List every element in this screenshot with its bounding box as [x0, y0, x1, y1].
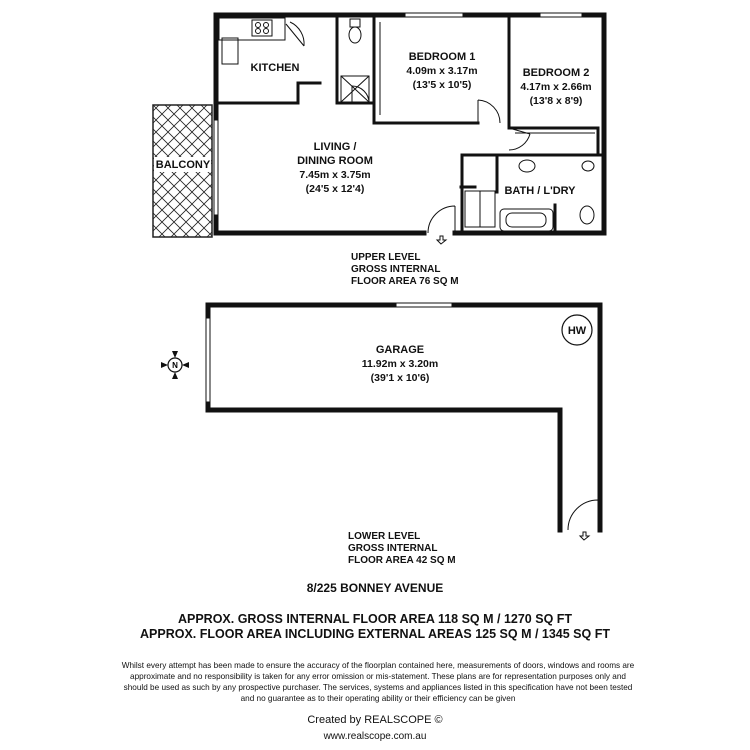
bedroom1-size: 4.09m x 3.17m: [406, 65, 478, 77]
compass-label: N: [172, 361, 178, 370]
living-imperial: (24'5 x 12'4): [305, 183, 365, 195]
lower-area-line-2: GROSS INTERNAL: [348, 543, 438, 554]
lower-entry-arrow: [580, 532, 589, 540]
upper-entry-arrow: [437, 236, 446, 244]
bedroom2-label: BEDROOM 2: [522, 67, 590, 79]
bedroom2-imperial: (13'8 x 8'9): [529, 95, 583, 107]
hot-water-label: HW: [567, 325, 587, 337]
compass-icon: [161, 351, 189, 379]
property-address: 8/225 BONNEY AVENUE: [306, 581, 444, 595]
lower-level-plan: [161, 303, 600, 540]
garage-walls: [208, 305, 600, 530]
disclaimer-text: Whilst every attempt has been made to ensure the accuracy of the floorplan contained here, measurements of doors, windows and rooms are approximate and no responsibility is taken for any error omission or mis-statement. These plans are for representation purposes only and should be used as such by any prospective purchaser. The services, systems and appliances listed in this specification have not been tested and no guarantee as to their operating ability or their efficiency can be given: [121, 661, 635, 703]
bedroom1-label: BEDROOM 1: [408, 51, 476, 63]
garage-imperial: (39'1 x 10'6): [370, 372, 430, 384]
garage-side-door: [568, 500, 598, 530]
bedroom1-imperial: (13'5 x 10'5): [412, 79, 472, 91]
living-size: 7.45m x 3.75m: [299, 169, 371, 181]
living-label-line2: DINING ROOM: [297, 155, 373, 167]
upper-level-plan: [153, 13, 604, 244]
toilet-2: [580, 206, 594, 224]
garage-window: [396, 303, 452, 307]
garage-label: GARAGE: [375, 344, 425, 356]
upper-level-area-note: [351, 252, 459, 288]
total-area-incl-external: APPROX. FLOOR AREA INCLUDING EXTERNAL AREAS 125 SQ M / 1345 SQ FT: [140, 627, 610, 641]
credit-text: Created by REALSCOPE ©: [307, 714, 443, 726]
lower-level-area-note: [348, 531, 456, 567]
balcony-door: [214, 120, 218, 215]
vanity-basin: [519, 160, 535, 172]
laundry-basin: [582, 161, 594, 171]
upper-interior-walls: [216, 17, 602, 233]
bath-laundry-label: BATH / L'DRY: [504, 185, 576, 197]
kitchen-label: KITCHEN: [250, 62, 300, 74]
balcony-label: BALCONY: [155, 159, 211, 171]
upper-area-line-1: UPPER LEVEL: [351, 252, 421, 263]
gross-internal-area: APPROX. GROSS INTERNAL FLOOR AREA 118 SQ M / 1270 SQ FT: [177, 612, 573, 626]
upper-area-line-2: GROSS INTERNAL: [351, 264, 441, 275]
garage-size: 11.92m x 3.20m: [361, 358, 439, 370]
credit-url: www.realscope.com.au: [323, 731, 427, 742]
toilet: [349, 27, 361, 43]
bedroom2-size: 4.17m x 2.66m: [520, 81, 592, 93]
garage-door: [206, 318, 210, 402]
living-label-line1: LIVING /: [313, 141, 357, 153]
lower-area-line-1: LOWER LEVEL: [348, 531, 421, 542]
lower-area-line-3: FLOOR AREA 42 SQ M: [348, 555, 456, 566]
cooktop: [252, 20, 272, 36]
bathtub: [500, 209, 553, 231]
kitchen-sink: [222, 38, 238, 64]
upper-area-line-3: FLOOR AREA 76 SQ M: [351, 276, 459, 287]
